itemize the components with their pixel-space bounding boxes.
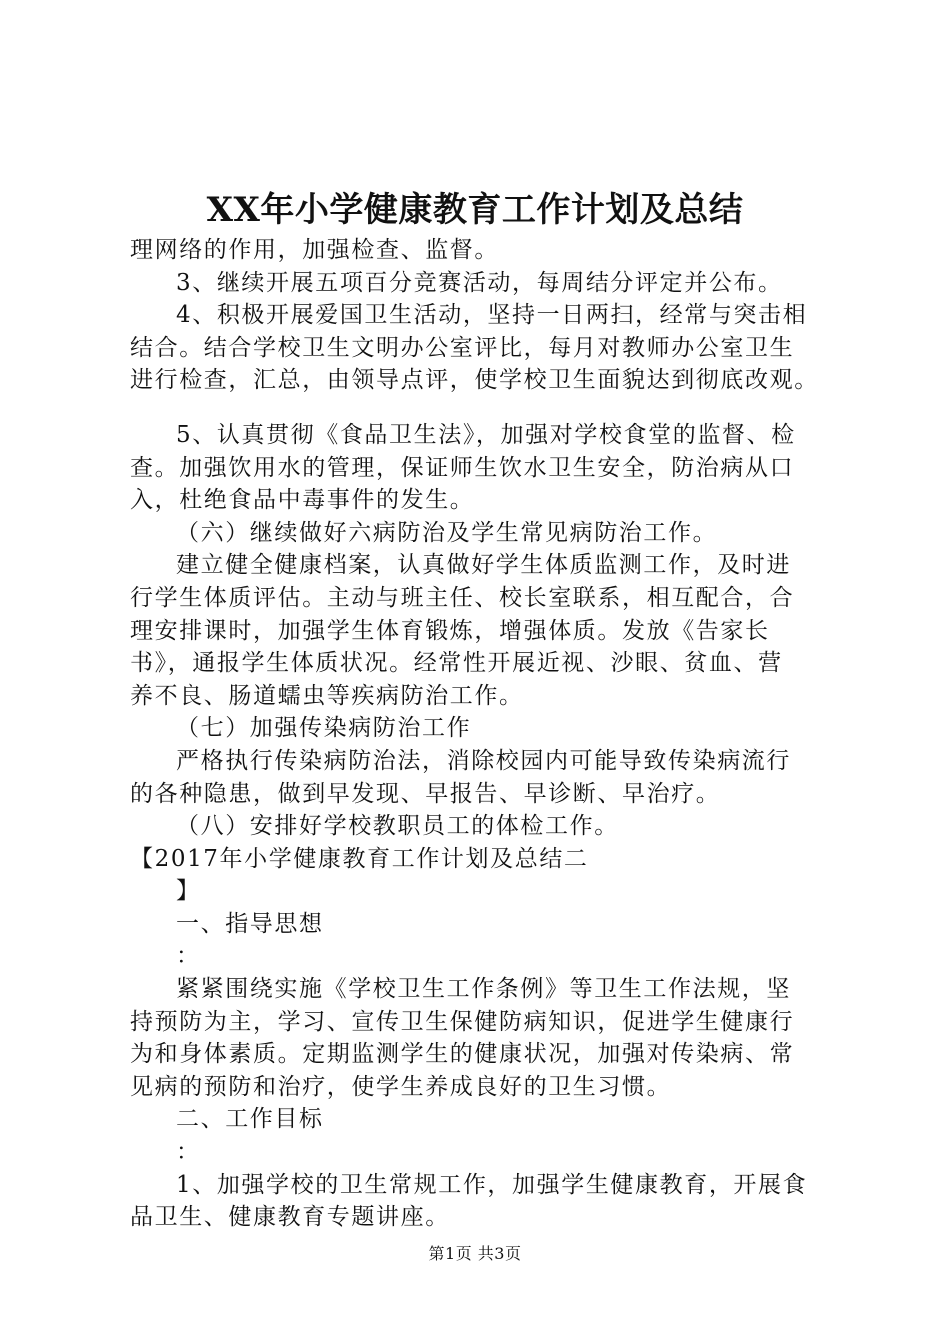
text-line: 查。加强饮用水的管理，保证师生饮水卫生安全，防治病从口 (130, 454, 795, 481)
text-line: 的各种隐患，做到早发现、早报告、早诊断、早治疗。 (130, 780, 721, 807)
colon-line: ： (176, 943, 201, 970)
subtitle-line: 【2017年小学健康教育工作计划及总结二 (130, 845, 589, 872)
text-line: 4、积极开展爱国卫生活动，坚持一日两扫，经常与突击相 (176, 302, 808, 329)
text-line: 行学生体质评估。主动与班主任、校长室联系，相互配合，合 (130, 584, 795, 611)
page-footer: 第1页 共3页 (428, 1244, 522, 1263)
text-line: 结合。结合学校卫生文明办公室评比，每月对教师办公室卫生 (130, 334, 795, 361)
text-line: 紧紧围绕实施《学校卫生工作条例》等卫生工作法规，坚 (176, 976, 791, 1003)
text-line: 1、加强学校的卫生常规工作，加强学生健康教育，开展食 (176, 1171, 808, 1198)
colon-line: ： (176, 1139, 201, 1166)
text-line: 5、认真贯彻《食品卫生法》，加强对学校食堂的监督、检 (176, 421, 796, 448)
text-line: 理网络的作用，加强检查、监督。 (130, 237, 499, 263)
text-line: 理安排课时，加强学生体育锻炼，增强体质。发放《告家长 (130, 617, 770, 644)
text-line: 品卫生、健康教育专题讲座。 (130, 1204, 450, 1231)
document-title: XX年小学健康教育工作计划及总结 (206, 190, 744, 230)
text-line: 3、继续开展五项百分竞赛活动，每周结分评定并公布。 (176, 269, 783, 296)
text-line: 建立健全健康档案，认真做好学生体质监测工作，及时进 (176, 552, 791, 579)
text-line: 严格执行传染病防治法，消除校园内可能导致传染病流行 (176, 747, 791, 774)
section-heading: 一、指导思想 (176, 910, 324, 937)
document-body (130, 234, 830, 1234)
text-line: 书》，通报学生体质状况。经常性开展近视、沙眼、贫血、营 (130, 650, 783, 677)
section-heading: （八）安排好学校教职员工的体检工作。 (176, 813, 619, 840)
paragraph-gap (130, 397, 830, 419)
section-heading: （七）加强传染病防治工作 (176, 715, 472, 742)
text-line: 养不良、肠道蠕虫等疾病防治工作。 (130, 682, 524, 709)
bracket-line: 】 (176, 878, 201, 905)
text-line: 进行检查，汇总，由领导点评，使学校卫生面貌达到彻底改观。 (130, 367, 819, 394)
text-line: 见病的预防和治疗，使学生养成良好的卫生习惯。 (130, 1073, 672, 1100)
section-heading: 二、工作目标 (176, 1106, 324, 1133)
text-line: 为和身体素质。定期监测学生的健康状况，加强对传染病、常 (130, 1041, 795, 1068)
text-line: 入，杜绝食品中毒事件的发生。 (130, 487, 475, 514)
section-heading: （六）继续做好六病防治及学生常见病防治工作。 (176, 519, 718, 546)
text-line: 持预防为主，学习、宣传卫生保健防病知识，促进学生健康行 (130, 1008, 795, 1035)
